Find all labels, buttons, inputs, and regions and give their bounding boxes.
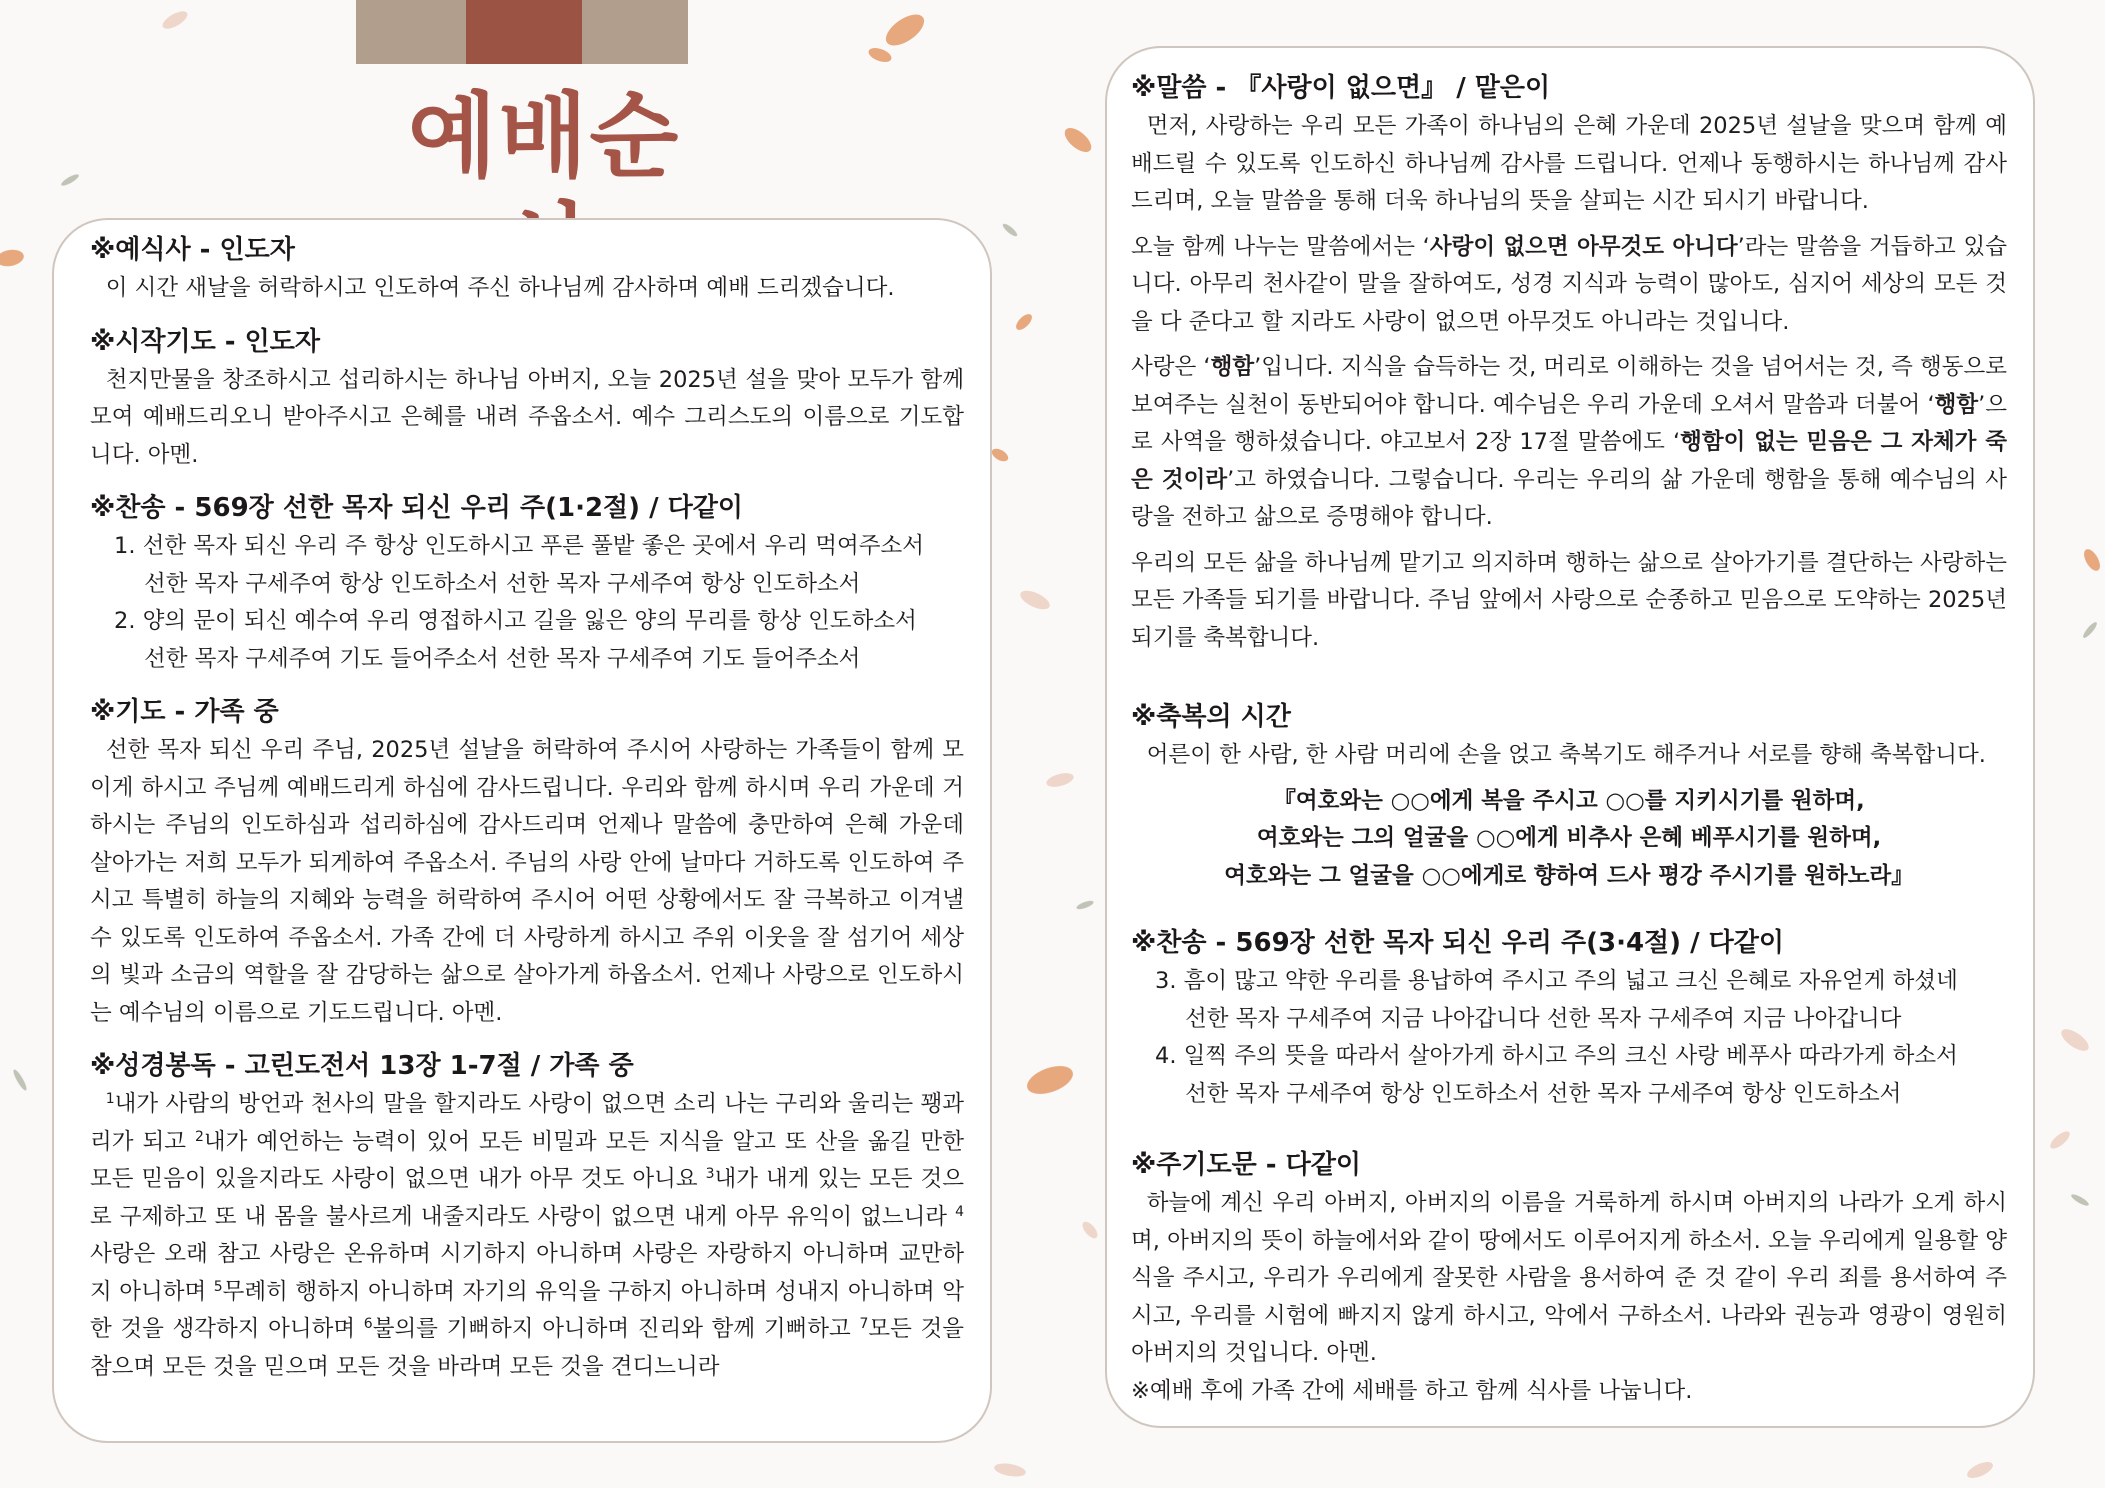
left-panel: [52, 218, 992, 1443]
emphasis: 사랑이 없으면 아무것도 아니다: [1429, 233, 1738, 260]
sermon-heading: ※말씀 - 『사랑이 없으면』 / 맡은이: [1131, 73, 1551, 103]
sermon-paragraph-3: [1131, 349, 2007, 537]
scripture-heading: ※성경봉독 - 고린도전서 13장 1-7절 / 가족 중: [90, 1051, 634, 1081]
header-band-right: [582, 0, 688, 64]
sermon-paragraph-2: [1131, 229, 2007, 342]
hymn-verse: [1155, 963, 2007, 1038]
verse-number: 2: [194, 1128, 204, 1145]
blessing-verse: [1131, 783, 2007, 896]
hymn2-section: [1131, 923, 2007, 1113]
emphasis: 행함: [1934, 391, 1979, 418]
hymn1-section: [90, 488, 964, 678]
hymn-verse: [114, 528, 964, 603]
verse-number: 7: [859, 1316, 869, 1332]
hymn-verse: [114, 603, 964, 678]
header-band-center: [466, 0, 582, 64]
verse-text: 모든 것을 참으며 모든 것을 믿으며 모든 것을 바라며 모든 것을 견디느니라: [90, 1316, 964, 1380]
lords-prayer-text: 하늘에 계신 우리 아버지, 아버지의 이름을 거룩하게 하시며 아버지의 나라가 오게 하시며, 아버지의 뜻이 하늘에서와 같이 땅에서도 이루어지게 하소서. 오늘 우리에게 일용할 양식을 주시고, 우리가 우리에게 잘못한 사람을 용서하여 준 것 같이 우리 죄를 용서하여 주시고, 우리를 시험에 빠지지 않게 하시고, 악에서 구하소서. 나라와 권능과 영광이 영원히 아버지의 것입니다. 아멘.: [1131, 1190, 2007, 1366]
blessing-section: [1131, 697, 2007, 895]
lords-prayer-heading: ※주기도문 - 다같이: [1131, 1150, 1361, 1180]
verse-number: 1: [105, 1091, 115, 1107]
hymn-verse-line2: 선한 목자 구세주여 항상 인도하소서 선한 목자 구세주여 항상 인도하소서: [1185, 1080, 1902, 1107]
opening-prayer-section: [90, 322, 964, 475]
verse-text: 불의를 기뻐하지 아니하며 진리와 함께 기뻐하고: [372, 1316, 860, 1342]
blessing-line: 여호와는 그의 얼굴을 ○○에게 비추사 은혜 베푸시기를 원하며,: [1256, 825, 1882, 851]
opening-prayer-heading: ※시작기도 - 인도자: [90, 326, 320, 357]
blessing-line: 『여호와는 ○○에게 복을 주시고 ○○를 지키시기를 원하며,: [1273, 787, 1865, 814]
scripture-section: [90, 1046, 964, 1386]
opening-section: [90, 230, 964, 308]
opening-heading: ※예식사 - 인도자: [90, 235, 295, 265]
text-run: ’고 하였습니다. 그렇습니다. 우리는 우리의 삶 가운데 행함을 통해 예수님의 사랑을 전하고 삶으로 증명해야 합니다.: [1131, 466, 2007, 530]
hymn2-heading: ※찬송 - 569장 선한 목자 되신 우리 주(3·4절) / 다같이: [1131, 928, 1784, 958]
page-title: 예배순: [407, 83, 681, 190]
verse-number: 3: [705, 1166, 715, 1182]
hymn-verse-line2: 선한 목자 구세주여 항상 인도하소서 선한 목자 구세주여 항상 인도하소서: [144, 570, 861, 597]
blessing-text: 어른이 한 사람, 한 사람 머리에 손을 얹고 축복기도 해주거나 서로를 향해 축복합니다.: [1146, 742, 1986, 768]
sermon-paragraph-4: 우리의 모든 삶을 하나님께 맡기고 의지하며 행하는 삶으로 살아가기를 결단하는 사랑하는 모든 가족들 되기를 바랍니다. 주님 앞에서 사랑으로 순종하고 믿음으로 도약하는 2025년 되기를 축복합니다.: [1131, 549, 2007, 651]
footer-note: ※예배 후에 가족 간에 세배를 하고 함께 식사를 나눕니다.: [1131, 1377, 1693, 1404]
scripture-text: [90, 1086, 964, 1386]
hymn-verse-line1: 4. 일찍 주의 뜻을 따라서 살아가게 하시고 주의 크신 사랑 베푸사 따라가게 하소서: [1155, 1043, 1958, 1069]
text-run: ’으로 사역을 행하셨습니다. 야고보서 2장 17절 말씀에도 ‘: [1131, 391, 2007, 455]
verse-text: 내가 내게 있는 모든 것으로 구제하고 또 내 몸을 불사르게 내줄지라도 사랑이 없으면 내게 아무 유익이 없느니라: [90, 1166, 964, 1230]
text-run: ’입니다. 지식을 습득하는 것, 머리로 이해하는 것을 넘어서는 것, 즉 행동으로 보여주는 실천이 동반되어야 합니다. 예수님은 우리 가운데 오셔서 말씀과 더불어 ‘: [1131, 354, 2007, 418]
verse-number: 6: [363, 1316, 373, 1332]
verse-number: 5: [213, 1278, 223, 1295]
verse-text: 내가 사람의 방언과 천사의 말을 할지라도 사랑이 없으면 소리 나는 구리와 울리는 꽹과리가 되고: [90, 1091, 964, 1155]
verse-text: 사랑은 오래 참고 사랑은 온유하며 시기하지 아니하며 사랑은 자랑하지 아니하며 교만하지 아니하며: [90, 1241, 964, 1305]
hymn-verse-line2: 선한 목자 구세주여 지금 나아갑니다 선한 목자 구세주여 지금 나아갑니다: [1185, 1005, 1902, 1032]
hymn-verse-line1: 3. 흠이 많고 약한 우리를 용납하여 주시고 주의 넓고 크신 은혜로 자유얻게 하셨네: [1155, 968, 1958, 994]
prayer-section: [90, 692, 964, 1032]
header-band-left: [356, 0, 466, 64]
hymn-verse-line1: 2. 양의 문이 되신 예수여 우리 영접하시고 길을 잃은 양의 무리를 항상 인도하소서: [114, 608, 917, 634]
text-run: 사랑은 ‘: [1131, 354, 1211, 380]
hymn-verse: [1155, 1038, 2007, 1113]
sermon-section: [1131, 68, 2007, 657]
sermon-paragraph-1: 먼저, 사랑하는 우리 모든 가족이 하나님의 은혜 가운데 2025년 설날을 맞으며 함께 예배드릴 수 있도록 인도하신 하나님께 감사를 드립니다. 언제나 동행하시는 하나님께 감사드리며, 오늘 말씀을 통해 더욱 하나님의 뜻을 살피는 시간 되시기 바랍니다.: [1131, 113, 2007, 214]
emphasis: 행함: [1210, 354, 1255, 380]
verse-number: 4: [955, 1203, 964, 1220]
blessing-heading: ※축복의 시간: [1131, 702, 1291, 732]
emphasis: 행함이 없는 믿음은 그 자체가 죽은 것이라: [1131, 429, 2007, 493]
text-run: ’라는 말씀을 거듭하고 있습니다. 아무리 천사같이 말을 잘하여도, 성경 지식과 능력이 많아도, 심지어 세상의 모든 것을 다 준다고 할 지라도 사랑이 없으면 아무것도 아니라는 것입니다.: [1131, 233, 2007, 335]
blessing-line: 여호와는 그 얼굴을 ○○에게로 향하여 드사 평강 주시기를 원하노라』: [1224, 862, 1914, 889]
hymn2-verses: [1131, 963, 2007, 1113]
opening-prayer-text: 천지만물을 창조하시고 섭리하시는 하나님 아버지, 오늘 2025년 설을 맞아 모두가 함께 모여 예배드리오니 받아주시고 은혜를 내려 주옵소서. 예수 그리스도의 이름으로 기도합니다. 아멘.: [90, 366, 964, 468]
verse-text: 무례히 행하지 아니하며 자기의 유익을 구하지 아니하며 성내지 아니하며 악한 것을 생각하지 아니하며: [90, 1278, 965, 1342]
text-run: 오늘 함께 나누는 말씀에서는 ‘: [1131, 233, 1430, 260]
hymn-verse-line2: 선한 목자 구세주여 기도 들어주소서 선한 목자 구세주여 기도 들어주소서: [144, 645, 861, 672]
opening-text: 이 시간 새날을 허락하시고 인도하여 주신 하나님께 감사하며 예배 드리겠습니다.: [105, 275, 895, 301]
hymn1-verses: [90, 528, 964, 678]
right-panel: [1105, 46, 2035, 1428]
lords-prayer-section: [1131, 1145, 2007, 1410]
hymn-verse-line1: 1. 선한 목자 되신 우리 주 항상 인도하시고 푸른 풀밭 좋은 곳에서 우리 먹여주소서: [114, 533, 924, 559]
prayer-heading: ※기도 - 가족 중: [90, 697, 279, 727]
hymn1-heading: ※찬송 - 569장 선한 목자 되신 우리 주(1·2절) / 다같이: [90, 493, 743, 523]
verse-text: 내가 예언하는 능력이 있어 모든 비밀과 모든 지식을 알고 또 산을 옮길 만한 모든 믿음이 있을지라도 사랑이 없으면 내가 아무 것도 아니요: [90, 1128, 964, 1192]
prayer-text: 선한 목자 되신 우리 주님, 2025년 설날을 허락하여 주시어 사랑하는 가족들이 함께 모이게 하시고 주님께 예배드리게 하심에 감사드립니다. 우리와 함께 하시며 우리 가운데 거하시는 주님의 인도하심과 섭리하심에 감사드리며 언제나 말씀에 충만하여 은혜 가운데 살아가는 저희 모두가 되게하여 주옵소서. 주님의 사랑 안에 날마다 거하도록 인도하여 주시고 특별히 하늘의 지혜와 능력을 허락하여 주시어 어떤 상황에서도 잘 극복하고 이겨낼 수 있도록 인도하여 주옵소서. 가족 간에 더 사랑하게 하시고 주위 이웃을 잘 섬기어 세상의 빛과 소금의 역할을 잘 감당하는 삶으로 살아가게 하옵소서. 언제나 사랑으로 인도하시는 예수님의 이름으로 기도드립니다. 아멘.: [90, 737, 964, 1026]
